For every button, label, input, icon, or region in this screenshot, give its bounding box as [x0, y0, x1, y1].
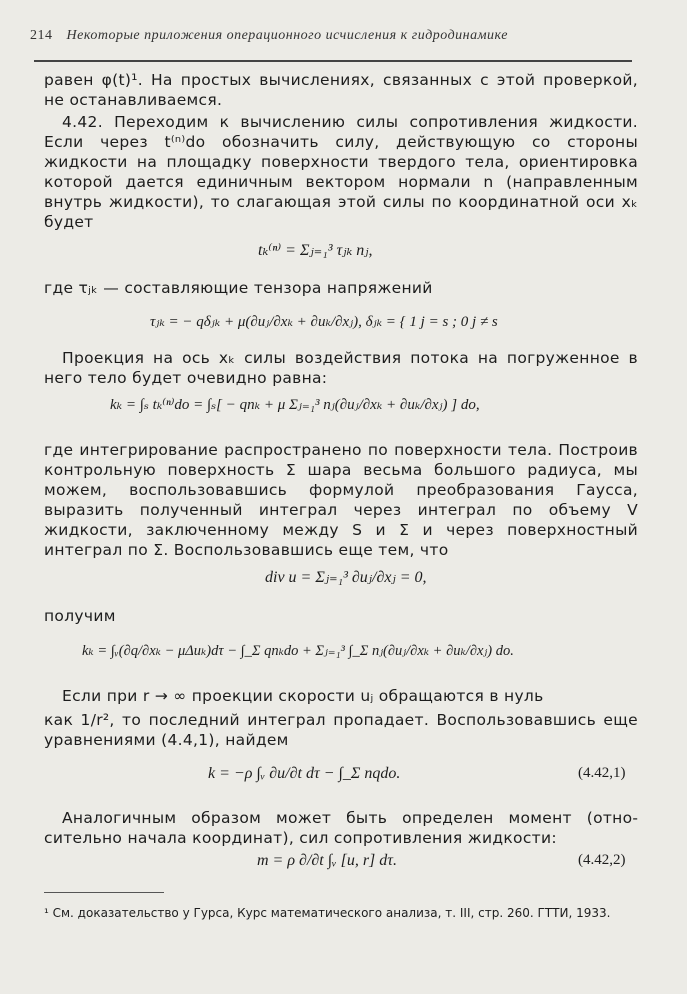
header-rule	[34, 60, 632, 62]
paragraph-section-4-42: 4.42. Переходим к вычислению силы сопротивления жидкости. Если через t⁽ⁿ⁾do обозначить силу, действующую со стороны жидкости на площадку поверхности твердого тела, ориентировка которой дается единичным вектором нормали n (направленным внутрь жидкости), то слагающая этой силы по координатной оси xₖ будет	[44, 113, 638, 231]
formula-divergence: div u = Σⱼ₌₁³ ∂uⱼ/∂xⱼ = 0,	[265, 569, 427, 586]
page-number: 214	[30, 28, 53, 43]
running-title: Некоторые приложения операционного исчисления к гидродинамике	[66, 28, 508, 43]
paragraph-limit-b: как 1/r², то последний интеграл пропадает. Воспользовавшись еще уравнениями (4.4,1), найдем	[44, 711, 638, 749]
formula-drag-surface: kₖ = ∫ₛ tₖ⁽ⁿ⁾do = ∫ₛ[ − qnₖ + μ Σⱼ₌₁³ nⱼ(∂uⱼ/∂xₖ + ∂uₖ/∂xⱼ) ] do,	[110, 397, 480, 413]
formula-drag-volume: kₖ = ∫ᵥ(∂q/∂xₖ − μΔuₖ)dτ − ∫_Σ qnₖdo + Σⱼ₌₁³ ∫_Σ nⱼ(∂uⱼ/∂xₖ + ∂uₖ/∂xⱼ) do.	[82, 643, 514, 659]
paragraph-projection: Проекция на ось xₖ силы воздействия потока на погруженное в него тело будет очевидно равна:	[44, 349, 638, 387]
paragraph-obtain: получим	[44, 607, 116, 625]
paragraph-limit-a: Если при r → ∞ проекции скорости uⱼ обращаются в нуль	[62, 687, 544, 705]
paragraph-moment: Аналогичным образом может быть определен момент (относительно начала координат), сил сопротивления жидкости:	[44, 809, 638, 847]
footnote: ¹ См. доказательство у Гурса, Курс математического анализа, т. III, стр. 260. ГТТИ, 1933.	[44, 906, 611, 920]
formula-stress-tensor: τⱼₖ = − qδⱼₖ + μ(∂uⱼ/∂xₖ + ∂uₖ/∂xⱼ), δⱼₖ = { 1 j = s ; 0 j ≠ s	[150, 314, 498, 330]
paragraph-gauss: где интегрирование распространено по поверхности тела. Построив контрольную поверхность Σ шара весьма большого радиуса, мы можем, воспользовавшись формулой преобразования Гаусса, выразить полученный интеграл через интеграл по объему V жидкости, заключенному между S и Σ и через поверхностный интеграл по Σ. Воспользовавшись еще тем, что	[44, 441, 638, 559]
equation-number-4-42-1: (4.42,1)	[578, 765, 626, 781]
formula-4-42-2: m = ρ ∂/∂t ∫ᵥ [u, r] dτ.	[257, 852, 397, 869]
formula-4-42-1: k = −ρ ∫ᵥ ∂u/∂t dτ − ∫_Σ nqdo.	[208, 765, 401, 782]
equation-number-4-42-2: (4.42,2)	[578, 852, 626, 868]
running-header	[30, 28, 667, 44]
formula-force-component: tₖ⁽ⁿ⁾ = Σⱼ₌₁³ τⱼₖ nⱼ,	[258, 242, 373, 259]
paragraph-stress-tensor: где τⱼₖ — составляющие тензора напряжений	[44, 279, 433, 297]
paragraph-1: равен φ(t)¹. На простых вычислениях, связанных с этой проверкой, не останавливаемся.	[44, 71, 638, 109]
footnote-rule	[44, 892, 164, 893]
